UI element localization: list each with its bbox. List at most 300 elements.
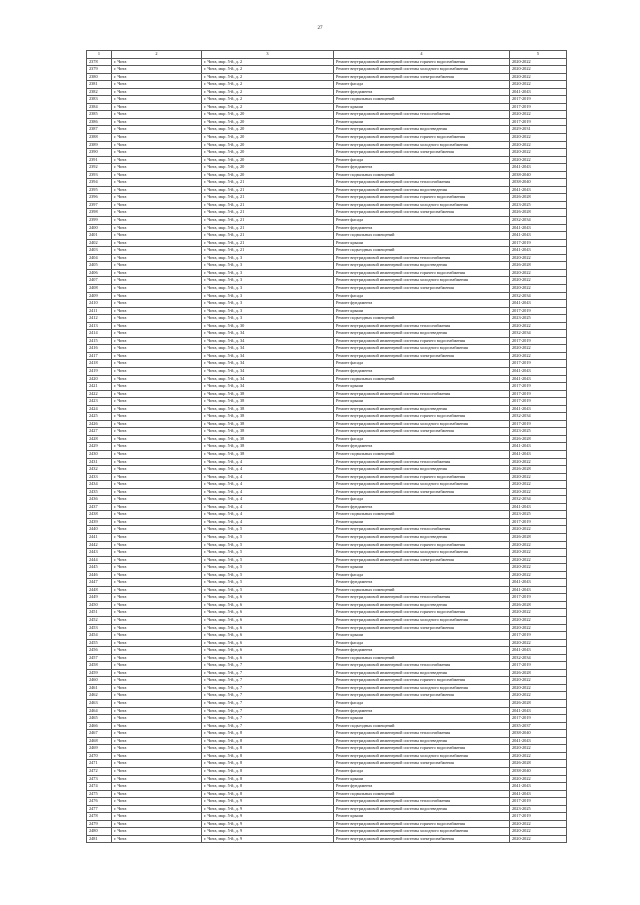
row-number-cell: 2416 — [87, 345, 112, 353]
address-cell: г. Чита, мкр. 5-й, д. 21 — [202, 217, 334, 225]
city-cell: г. Чита — [112, 715, 202, 723]
work-type-cell: Ремонт подъездных помещений — [334, 315, 510, 323]
period-cell: 2020-2022 — [510, 134, 567, 142]
address-cell: г. Чита, мкр. 5-й, д. 4 — [202, 488, 334, 496]
row-number-cell: 2429 — [87, 443, 112, 451]
row-number-cell: 2444 — [87, 556, 112, 564]
table-row — [87, 760, 567, 768]
city-cell: г. Чита — [112, 556, 202, 564]
row-number-cell: 2410 — [87, 300, 112, 308]
table-row — [87, 300, 567, 308]
work-type-cell: Ремонт фундамента — [334, 707, 510, 715]
city-cell: г. Чита — [112, 503, 202, 511]
period-cell: 2032-2034 — [510, 496, 567, 504]
row-number-cell: 2432 — [87, 466, 112, 474]
column-number-4: 4 — [334, 51, 510, 59]
row-number-cell: 2399 — [87, 217, 112, 225]
city-cell: г. Чита — [112, 217, 202, 225]
table-row — [87, 715, 567, 723]
address-cell: г. Чита, мкр. 5-й, д. 34 — [202, 330, 334, 338]
period-cell: 2026-2028 — [510, 700, 567, 708]
table-row — [87, 277, 567, 285]
city-cell: г. Чита — [112, 367, 202, 375]
city-cell: г. Чита — [112, 783, 202, 791]
period-cell: 2020-2022 — [510, 352, 567, 360]
row-number-cell: 2420 — [87, 375, 112, 383]
work-type-cell: Ремонт фасада — [334, 360, 510, 368]
table-row — [87, 367, 567, 375]
city-cell: г. Чита — [112, 730, 202, 738]
period-cell: 2017-2019 — [510, 383, 567, 391]
city-cell: г. Чита — [112, 707, 202, 715]
table-row — [87, 118, 567, 126]
address-cell: г. Чита, мкр. 5-й, д. 38 — [202, 390, 334, 398]
work-type-cell: Ремонт внутридомовой инженерной системы электроснабжения — [334, 488, 510, 496]
table-row — [87, 541, 567, 549]
work-type-cell: Ремонт подвальных помещений — [334, 232, 510, 240]
table-row — [87, 194, 567, 202]
row-number-cell: 2398 — [87, 209, 112, 217]
city-cell: г. Чита — [112, 398, 202, 406]
row-number-cell: 2417 — [87, 352, 112, 360]
work-type-cell: Ремонт фундамента — [334, 503, 510, 511]
address-cell: г. Чита, мкр. 5-й, д. 20 — [202, 111, 334, 119]
row-number-cell: 2439 — [87, 518, 112, 526]
table-row — [87, 141, 567, 149]
city-cell: г. Чита — [112, 496, 202, 504]
work-type-cell: Ремонт подъездных помещений — [334, 247, 510, 255]
table-row — [87, 96, 567, 104]
period-cell: 2041-2043 — [510, 405, 567, 413]
city-cell: г. Чита — [112, 828, 202, 836]
page-number: 27 — [317, 26, 323, 31]
work-type-cell: Ремонт подвальных помещений — [334, 171, 510, 179]
city-cell: г. Чита — [112, 345, 202, 353]
table-row — [87, 435, 567, 443]
city-cell: г. Чита — [112, 315, 202, 323]
work-type-cell: Ремонт внутридомовой инженерной системы теплоснабжения — [334, 662, 510, 670]
table-row — [87, 496, 567, 504]
period-cell: 2041-2043 — [510, 503, 567, 511]
address-cell: г. Чита, мкр. 5-й, д. 8 — [202, 730, 334, 738]
work-type-cell: Ремонт внутридомовой инженерной системы теплоснабжения — [334, 322, 510, 330]
address-cell: г. Чита, мкр. 5-й, д. 4 — [202, 511, 334, 519]
period-cell: 2020-2022 — [510, 571, 567, 579]
row-number-cell: 2440 — [87, 526, 112, 534]
period-cell: 2017-2019 — [510, 420, 567, 428]
table-row — [87, 511, 567, 519]
work-type-cell: Ремонт внутридомовой инженерной системы водоотведения — [334, 669, 510, 677]
row-number-cell: 2452 — [87, 617, 112, 625]
city-cell: г. Чита — [112, 752, 202, 760]
table-row — [87, 647, 567, 655]
row-number-cell: 2422 — [87, 390, 112, 398]
work-type-cell: Ремонт внутридомовой инженерной системы электроснабжения — [334, 428, 510, 436]
city-cell: г. Чита — [112, 420, 202, 428]
city-cell: г. Чита — [112, 760, 202, 768]
work-type-cell: Ремонт подвальных помещений — [334, 654, 510, 662]
period-cell: 2020-2022 — [510, 58, 567, 66]
row-number-cell: 2381 — [87, 81, 112, 89]
address-cell: г. Чита, мкр. 5-й, д. 4 — [202, 503, 334, 511]
row-number-cell: 2427 — [87, 428, 112, 436]
address-cell: г. Чита, мкр. 5-й, д. 4 — [202, 481, 334, 489]
period-cell: 2017-2019 — [510, 337, 567, 345]
city-cell: г. Чита — [112, 118, 202, 126]
work-type-cell: Ремонт внутридомовой инженерной системы холодного водоснабжения — [334, 617, 510, 625]
city-cell: г. Чита — [112, 239, 202, 247]
city-cell: г. Чита — [112, 134, 202, 142]
address-cell: г. Чита, мкр. 5-й, д. 8 — [202, 737, 334, 745]
city-cell: г. Чита — [112, 375, 202, 383]
work-type-cell: Ремонт внутридомовой инженерной системы водоотведения — [334, 737, 510, 745]
address-cell: г. Чита, мкр. 5-й, д. 8 — [202, 790, 334, 798]
table-row — [87, 420, 567, 428]
address-cell: г. Чита, мкр. 5-й, д. 9 — [202, 828, 334, 836]
work-type-cell: Ремонт внутридомовой инженерной системы водоотведения — [334, 601, 510, 609]
period-cell: 2017-2019 — [510, 103, 567, 111]
address-cell: г. Чита, мкр. 5-й, д. 3 — [202, 284, 334, 292]
period-cell: 2020-2022 — [510, 639, 567, 647]
address-cell: г. Чита, мкр. 5-й, д. 38 — [202, 450, 334, 458]
period-cell: 2017-2019 — [510, 594, 567, 602]
city-cell: г. Чита — [112, 586, 202, 594]
work-type-cell: Ремонт крыши — [334, 103, 510, 111]
table-row — [87, 428, 567, 436]
city-cell: г. Чита — [112, 443, 202, 451]
row-number-cell: 2389 — [87, 141, 112, 149]
city-cell: г. Чита — [112, 609, 202, 617]
address-cell: г. Чита, мкр. 5-й, д. 5 — [202, 526, 334, 534]
city-cell: г. Чита — [112, 209, 202, 217]
period-cell: 2023-2025 — [510, 201, 567, 209]
row-number-cell: 2443 — [87, 549, 112, 557]
row-number-cell: 2393 — [87, 171, 112, 179]
table-row — [87, 617, 567, 625]
row-number-cell: 2437 — [87, 503, 112, 511]
table-row — [87, 730, 567, 738]
address-cell: г. Чита, мкр. 5-й, д. 34 — [202, 345, 334, 353]
table-row — [87, 518, 567, 526]
row-number-cell: 2471 — [87, 760, 112, 768]
city-cell: г. Чита — [112, 458, 202, 466]
city-cell: г. Чита — [112, 81, 202, 89]
city-cell: г. Чита — [112, 737, 202, 745]
work-type-cell: Ремонт внутридомовой инженерной системы электроснабжения — [334, 352, 510, 360]
city-cell: г. Чита — [112, 526, 202, 534]
period-cell: 2041-2043 — [510, 783, 567, 791]
period-cell: 2017-2019 — [510, 360, 567, 368]
work-type-cell: Ремонт крыши — [334, 715, 510, 723]
address-cell: г. Чита, мкр. 5-й, д. 6 — [202, 639, 334, 647]
city-cell: г. Чита — [112, 473, 202, 481]
work-type-cell: Ремонт крыши — [334, 118, 510, 126]
address-cell: г. Чита, мкр. 5-й, д. 8 — [202, 783, 334, 791]
row-number-cell: 2445 — [87, 564, 112, 572]
table-row — [87, 209, 567, 217]
address-cell: г. Чита, мкр. 5-й, д. 38 — [202, 405, 334, 413]
table-row — [87, 707, 567, 715]
period-cell: 2017-2019 — [510, 518, 567, 526]
row-number-cell: 2394 — [87, 179, 112, 187]
work-type-cell: Ремонт внутридомовой инженерной системы электроснабжения — [334, 149, 510, 157]
city-cell: г. Чита — [112, 624, 202, 632]
work-type-cell: Ремонт внутридомовой инженерной системы водоотведения — [334, 466, 510, 474]
period-cell: 2041-2043 — [510, 647, 567, 655]
row-number-cell: 2470 — [87, 752, 112, 760]
work-type-cell: Ремонт внутридомовой инженерной системы холодного водоснабжения — [334, 66, 510, 74]
address-cell: г. Чита, мкр. 5-й, д. 7 — [202, 715, 334, 723]
work-type-cell: Ремонт внутридомовой инженерной системы холодного водоснабжения — [334, 141, 510, 149]
table-row — [87, 330, 567, 338]
work-type-cell: Ремонт внутридомовой инженерной системы теплоснабжения — [334, 594, 510, 602]
address-cell: г. Чита, мкр. 5-й, д. 9 — [202, 798, 334, 806]
period-cell: 2017-2019 — [510, 715, 567, 723]
row-number-cell: 2441 — [87, 534, 112, 542]
period-cell: 2041-2043 — [510, 88, 567, 96]
table-row — [87, 564, 567, 572]
table-row — [87, 262, 567, 270]
period-cell: 2017-2019 — [510, 662, 567, 670]
period-cell: 2020-2022 — [510, 269, 567, 277]
period-cell: 2020-2022 — [510, 277, 567, 285]
period-cell: 2026-2028 — [510, 669, 567, 677]
work-type-cell: Ремонт внутридомовой инженерной системы электроснабжения — [334, 209, 510, 217]
row-number-cell: 2424 — [87, 405, 112, 413]
work-type-cell: Ремонт фасада — [334, 639, 510, 647]
period-cell: 2017-2019 — [510, 398, 567, 406]
period-cell: 2026-2028 — [510, 760, 567, 768]
row-number-cell: 2450 — [87, 601, 112, 609]
work-type-cell: Ремонт внутридомовой инженерной системы водоотведения — [334, 805, 510, 813]
table-row — [87, 586, 567, 594]
period-cell: 2020-2022 — [510, 111, 567, 119]
period-cell: 2020-2022 — [510, 617, 567, 625]
row-number-cell: 2387 — [87, 126, 112, 134]
table-row — [87, 247, 567, 255]
city-cell: г. Чита — [112, 352, 202, 360]
work-type-cell: Ремонт внутридомовой инженерной системы водоотведения — [334, 186, 510, 194]
work-type-cell: Ремонт фасада — [334, 496, 510, 504]
period-cell: 2035-2037 — [510, 722, 567, 730]
table-row — [87, 58, 567, 66]
table-row — [87, 156, 567, 164]
work-type-cell: Ремонт внутридомовой инженерной системы теплоснабжения — [334, 254, 510, 262]
row-number-cell: 2385 — [87, 111, 112, 119]
city-cell: г. Чита — [112, 428, 202, 436]
city-cell: г. Чита — [112, 684, 202, 692]
address-cell: г. Чита, мкр. 5-й, д. 34 — [202, 337, 334, 345]
work-type-cell: Ремонт внутридомовой инженерной системы теплоснабжения — [334, 179, 510, 187]
period-cell: 2041-2043 — [510, 579, 567, 587]
period-cell: 2020-2022 — [510, 156, 567, 164]
city-cell: г. Чита — [112, 300, 202, 308]
row-number-cell: 2468 — [87, 737, 112, 745]
period-cell: 2020-2022 — [510, 345, 567, 353]
row-number-cell: 2477 — [87, 805, 112, 813]
city-cell: г. Чита — [112, 654, 202, 662]
table-row — [87, 103, 567, 111]
table-row — [87, 654, 567, 662]
table-row — [87, 571, 567, 579]
period-cell: 2029-2031 — [510, 126, 567, 134]
row-number-cell: 2448 — [87, 586, 112, 594]
row-number-cell: 2469 — [87, 745, 112, 753]
address-cell: г. Чита, мкр. 5-й, д. 34 — [202, 383, 334, 391]
city-cell: г. Чита — [112, 518, 202, 526]
row-number-cell: 2447 — [87, 579, 112, 587]
address-cell: г. Чита, мкр. 5-й, д. 2 — [202, 103, 334, 111]
period-cell: 2041-2043 — [510, 737, 567, 745]
city-cell: г. Чита — [112, 330, 202, 338]
table-row — [87, 594, 567, 602]
city-cell: г. Чита — [112, 488, 202, 496]
period-cell: 2017-2019 — [510, 118, 567, 126]
period-cell: 2020-2022 — [510, 488, 567, 496]
work-type-cell: Ремонт подвальных помещений — [334, 375, 510, 383]
period-cell: 2020-2022 — [510, 549, 567, 557]
work-type-cell: Ремонт внутридомовой инженерной системы холодного водоснабжения — [334, 277, 510, 285]
city-cell: г. Чита — [112, 284, 202, 292]
city-cell: г. Чита — [112, 662, 202, 670]
row-number-cell: 2463 — [87, 700, 112, 708]
table-row — [87, 767, 567, 775]
work-type-cell: Ремонт подвальных помещений — [334, 790, 510, 798]
period-cell: 2041-2043 — [510, 367, 567, 375]
address-cell: г. Чита, мкр. 5-й, д. 21 — [202, 179, 334, 187]
table-row — [87, 66, 567, 74]
work-type-cell: Ремонт внутридомовой инженерной системы холодного водоснабжения — [334, 481, 510, 489]
address-cell: г. Чита, мкр. 5-й, д. 5 — [202, 534, 334, 542]
work-type-cell: Ремонт внутридомовой инженерной системы холодного водоснабжения — [334, 752, 510, 760]
period-cell: 2032-2034 — [510, 413, 567, 421]
row-number-cell: 2481 — [87, 835, 112, 843]
city-cell: г. Чита — [112, 632, 202, 640]
address-cell: г. Чита, мкр. 5-й, д. 8 — [202, 775, 334, 783]
work-type-cell: Ремонт внутридомовой инженерной системы горячего водоснабжения — [334, 134, 510, 142]
city-cell: г. Чита — [112, 594, 202, 602]
row-number-cell: 2386 — [87, 118, 112, 126]
period-cell: 2032-2034 — [510, 330, 567, 338]
address-cell: г. Чита, мкр. 5-й, д. 38 — [202, 435, 334, 443]
address-cell: г. Чита, мкр. 5-й, д. 4 — [202, 458, 334, 466]
row-number-cell: 2457 — [87, 654, 112, 662]
period-cell: 2038-2040 — [510, 171, 567, 179]
address-cell: г. Чита, мкр. 5-й, д. 21 — [202, 201, 334, 209]
address-cell: г. Чита, мкр. 5-й, д. 4 — [202, 518, 334, 526]
address-cell: г. Чита, мкр. 5-й, д. 6 — [202, 617, 334, 625]
row-number-cell: 2462 — [87, 692, 112, 700]
city-cell: г. Чита — [112, 775, 202, 783]
table-row — [87, 556, 567, 564]
row-number-cell: 2476 — [87, 798, 112, 806]
address-cell: г. Чита, мкр. 5-й, д. 30 — [202, 322, 334, 330]
work-type-cell: Ремонт внутридомовой инженерной системы холодного водоснабжения — [334, 684, 510, 692]
period-cell: 2026-2028 — [510, 534, 567, 542]
table-row — [87, 805, 567, 813]
table-row — [87, 390, 567, 398]
city-cell: г. Чита — [112, 639, 202, 647]
work-type-cell: Ремонт внутридомовой инженерной системы электроснабжения — [334, 835, 510, 843]
city-cell: г. Чита — [112, 232, 202, 240]
work-type-cell: Ремонт внутридомовой инженерной системы холодного водоснабжения — [334, 345, 510, 353]
period-cell: 2020-2022 — [510, 609, 567, 617]
address-cell: г. Чита, мкр. 5-й, д. 9 — [202, 835, 334, 843]
period-cell: 2032-2034 — [510, 217, 567, 225]
period-cell: 2017-2019 — [510, 307, 567, 315]
period-cell: 2023-2025 — [510, 315, 567, 323]
address-cell: г. Чита, мкр. 5-й, д. 9 — [202, 805, 334, 813]
address-cell: г. Чита, мкр. 5-й, д. 8 — [202, 760, 334, 768]
address-cell: г. Чита, мкр. 5-й, д. 3 — [202, 292, 334, 300]
row-number-cell: 2431 — [87, 458, 112, 466]
table-row — [87, 662, 567, 670]
work-type-cell: Ремонт фундамента — [334, 224, 510, 232]
work-type-cell: Ремонт внутридомовой инженерной системы электроснабжения — [334, 73, 510, 81]
table-row — [87, 488, 567, 496]
city-cell: г. Чита — [112, 254, 202, 262]
period-cell: 2041-2043 — [510, 247, 567, 255]
city-cell: г. Чита — [112, 767, 202, 775]
table-row — [87, 790, 567, 798]
period-cell: 2017-2019 — [510, 390, 567, 398]
table-row — [87, 775, 567, 783]
address-cell: г. Чита, мкр. 5-й, д. 9 — [202, 813, 334, 821]
table-body — [87, 58, 567, 843]
table-row — [87, 579, 567, 587]
address-cell: г. Чита, мкр. 5-й, д. 7 — [202, 707, 334, 715]
table-row — [87, 549, 567, 557]
row-number-cell: 2473 — [87, 775, 112, 783]
table-row — [87, 398, 567, 406]
period-cell: 2020-2022 — [510, 66, 567, 74]
city-cell: г. Чита — [112, 564, 202, 572]
table-row — [87, 111, 567, 119]
period-cell: 2032-2034 — [510, 654, 567, 662]
table-row — [87, 458, 567, 466]
work-type-cell: Ремонт фундамента — [334, 783, 510, 791]
work-type-cell: Ремонт внутридомовой инженерной системы электроснабжения — [334, 284, 510, 292]
city-cell: г. Чита — [112, 647, 202, 655]
row-number-cell: 2455 — [87, 639, 112, 647]
period-cell: 2026-2028 — [510, 209, 567, 217]
address-cell: г. Чита, мкр. 5-й, д. 20 — [202, 118, 334, 126]
table-row — [87, 783, 567, 791]
city-cell: г. Чита — [112, 126, 202, 134]
table-row — [87, 639, 567, 647]
period-cell: 2041-2043 — [510, 224, 567, 232]
city-cell: г. Чита — [112, 164, 202, 172]
city-cell: г. Чита — [112, 383, 202, 391]
row-number-cell: 2467 — [87, 730, 112, 738]
work-type-cell: Ремонт внутридомовой инженерной системы водоотведения — [334, 534, 510, 542]
work-type-cell: Ремонт фундамента — [334, 367, 510, 375]
period-cell: 2020-2022 — [510, 541, 567, 549]
city-cell: г. Чита — [112, 194, 202, 202]
period-cell: 2026-2028 — [510, 466, 567, 474]
period-cell: 2041-2043 — [510, 707, 567, 715]
period-cell: 2017-2019 — [510, 798, 567, 806]
address-cell: г. Чита, мкр. 5-й, д. 2 — [202, 96, 334, 104]
table-row — [87, 217, 567, 225]
period-cell: 2020-2022 — [510, 692, 567, 700]
row-number-cell: 2472 — [87, 767, 112, 775]
row-number-cell: 2419 — [87, 367, 112, 375]
period-cell: 2041-2043 — [510, 790, 567, 798]
address-cell: г. Чита, мкр. 5-й, д. 3 — [202, 307, 334, 315]
row-number-cell: 2433 — [87, 473, 112, 481]
city-cell: г. Чита — [112, 247, 202, 255]
